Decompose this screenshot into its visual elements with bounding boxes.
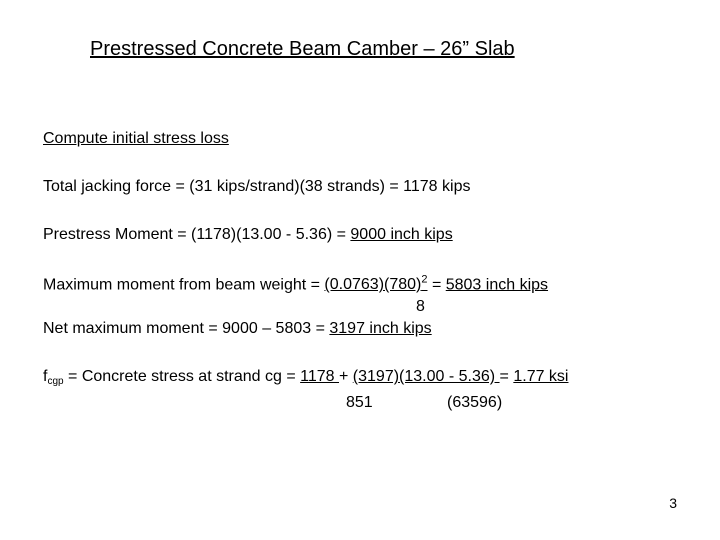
- prestress-result: 9000 inch kips: [350, 226, 453, 243]
- beam-moment-numerator: $(0.0763)(780)^2$: [324, 274, 428, 294]
- net-moment-line: [43, 320, 432, 338]
- fcgp-term-one: 1178: [300, 368, 339, 385]
- fcgp-description: = Concrete stress at strand cg =: [63, 368, 301, 385]
- beam-moment-label: Maximum moment from beam weight =: [43, 276, 325, 294]
- fcgp-equals: =: [499, 368, 514, 385]
- jacking-force-line: Total jacking force = (31 kips/strand)(38 strands) = 1178 kips: [43, 178, 471, 195]
- fcgp-denominator-two: (63596): [447, 394, 503, 411]
- page-number: 3: [669, 495, 677, 511]
- fcgp-subscript: cgp: [47, 376, 64, 387]
- beam-moment-result: 5803 inch kips: [445, 276, 549, 294]
- fcgp-plus: +: [339, 368, 353, 385]
- fcgp-line: [43, 368, 568, 387]
- net-moment-expression: Net maximum moment = 9000 – 5803 =: [43, 320, 330, 337]
- slide-title: Prestressed Concrete Beam Camber – 26” Slab: [90, 38, 515, 60]
- fcgp-symbol: f: [43, 368, 48, 385]
- beam-moment-line: [43, 274, 548, 294]
- prestress-expression: Prestress Moment = (1178)(13.00 - 5.36) =: [43, 226, 351, 243]
- compute-heading: Compute initial stress loss: [43, 130, 229, 147]
- net-moment-result: 3197 inch kips: [329, 320, 432, 337]
- beam-moment-exponent: 2: [421, 274, 428, 286]
- fcgp-denominator-one: 851: [346, 394, 373, 411]
- fcgp-result: 1.77 ksi: [513, 368, 569, 385]
- beam-moment-equals: =: [427, 276, 446, 294]
- prestress-moment-line: [43, 226, 453, 244]
- fcgp-term-two: (3197)(13.00 - 5.36): [352, 368, 500, 385]
- beam-moment-denominator: 8: [416, 298, 425, 315]
